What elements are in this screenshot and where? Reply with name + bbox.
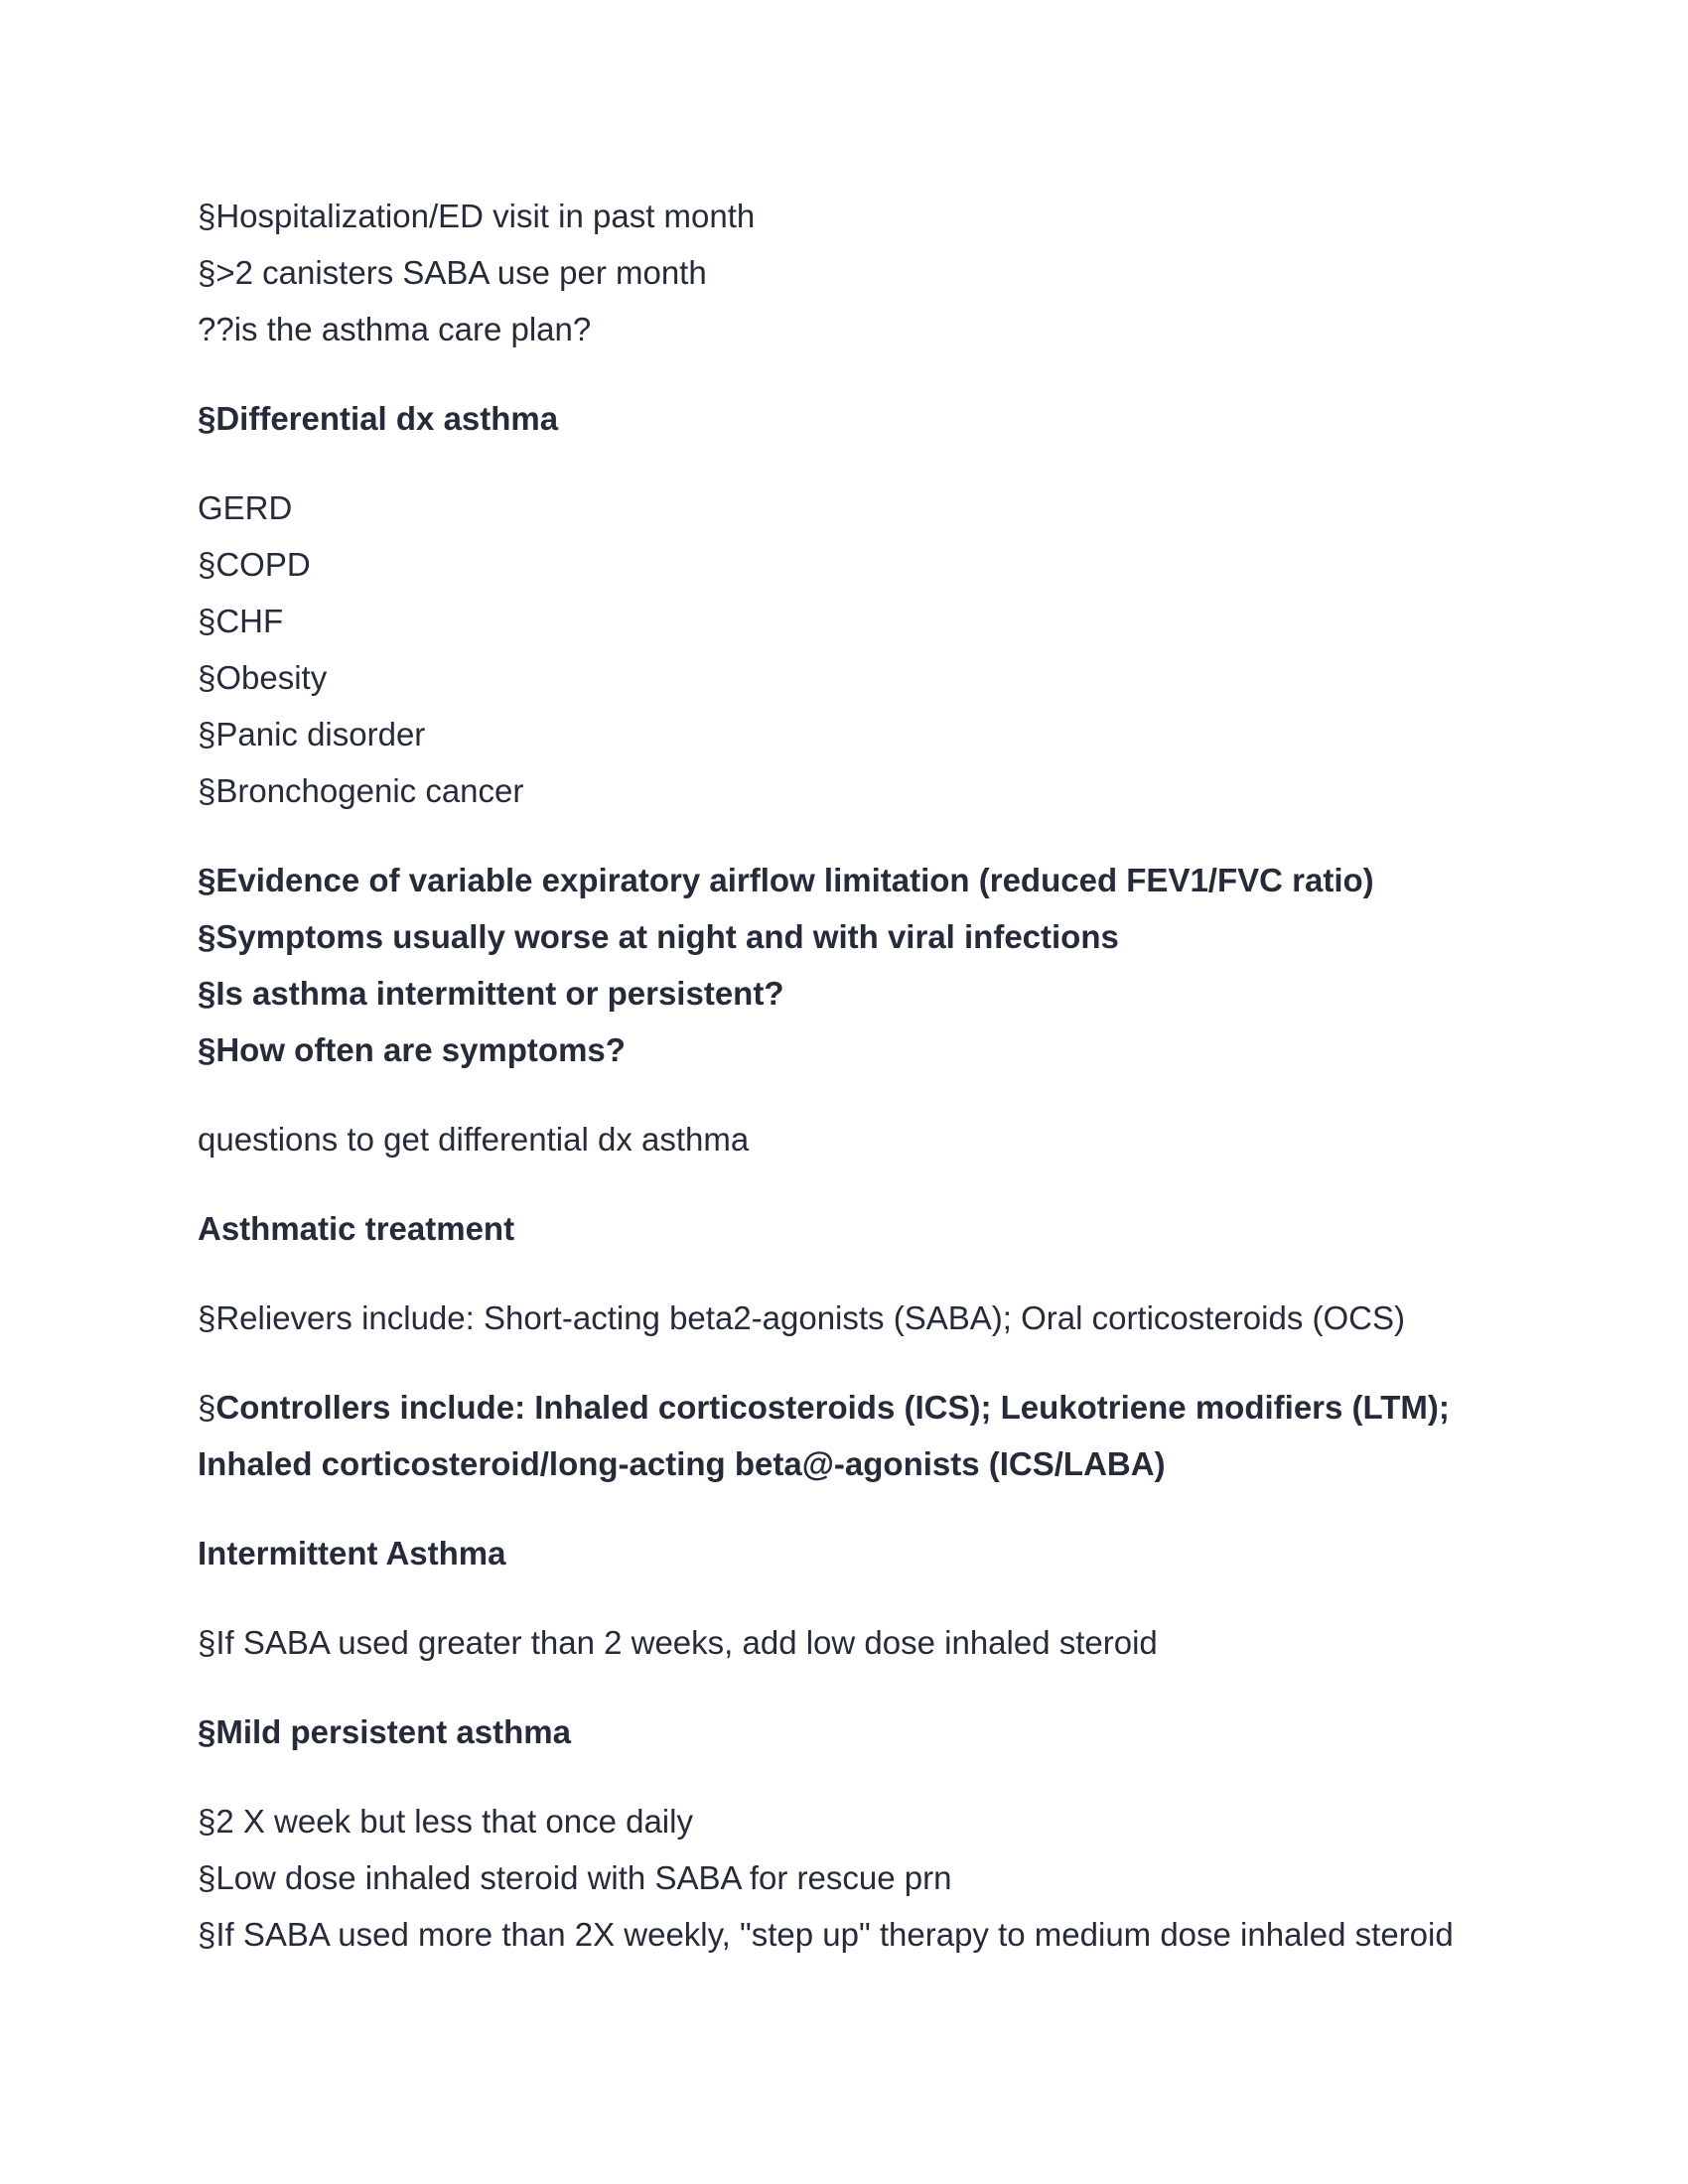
note-line: ??is the asthma care plan? (198, 311, 592, 347)
differential-item: §Obesity (198, 659, 328, 696)
section-heading-treatment: Asthmatic treatment (198, 1210, 515, 1247)
mild-persistent-line: §If SABA used more than 2X weekly, "step up" therapy to medium dose inhaled steroid (198, 1916, 1454, 1953)
controllers-line (198, 1388, 1450, 1428)
evidence-line: §Symptoms usually worse at night and with viral infections (198, 918, 1119, 955)
differential-item: §CHF (198, 603, 284, 639)
mild-persistent-line: §Low dose inhaled steroid with SABA for rescue prn (198, 1859, 952, 1896)
controllers-text: Controllers include: Inhaled corticosteroids (ICS); Leukotriene modifiers (LTM); (215, 1389, 1450, 1426)
controllers-line-continued: Inhaled corticosteroid/long-acting beta@-agonists (ICS/LABA) (198, 1445, 1166, 1482)
questions-note: questions to get differential dx asthma (198, 1121, 750, 1158)
evidence-line: §How often are symptoms? (198, 1031, 626, 1068)
section-heading-intermittent: Intermittent Asthma (198, 1535, 506, 1571)
differential-item: §Bronchogenic cancer (198, 772, 524, 809)
section-heading-differential: §Differential dx asthma (198, 400, 559, 437)
differential-item: GERD (198, 489, 293, 526)
section-symbol: § (198, 1389, 216, 1426)
note-line: §>2 canisters SABA use per month (198, 254, 707, 291)
evidence-line: §Is asthma intermittent or persistent? (198, 975, 784, 1012)
mild-persistent-line: §2 X week but less that once daily (198, 1803, 693, 1840)
differential-item: §COPD (198, 546, 311, 583)
section-heading-mild-persistent: §Mild persistent asthma (198, 1713, 571, 1750)
evidence-line: §Evidence of variable expiratory airflow limitation (reduced FEV1/FVC ratio) (198, 862, 1374, 898)
note-line: §Hospitalization/ED visit in past month (198, 198, 756, 234)
relievers-line: §Relievers include: Short-acting beta2-agonists (SABA); Oral corticosteroids (OCS) (198, 1299, 1405, 1336)
differential-item: §Panic disorder (198, 716, 426, 752)
intermittent-line: §If SABA used greater than 2 weeks, add low dose inhaled steroid (198, 1624, 1158, 1661)
